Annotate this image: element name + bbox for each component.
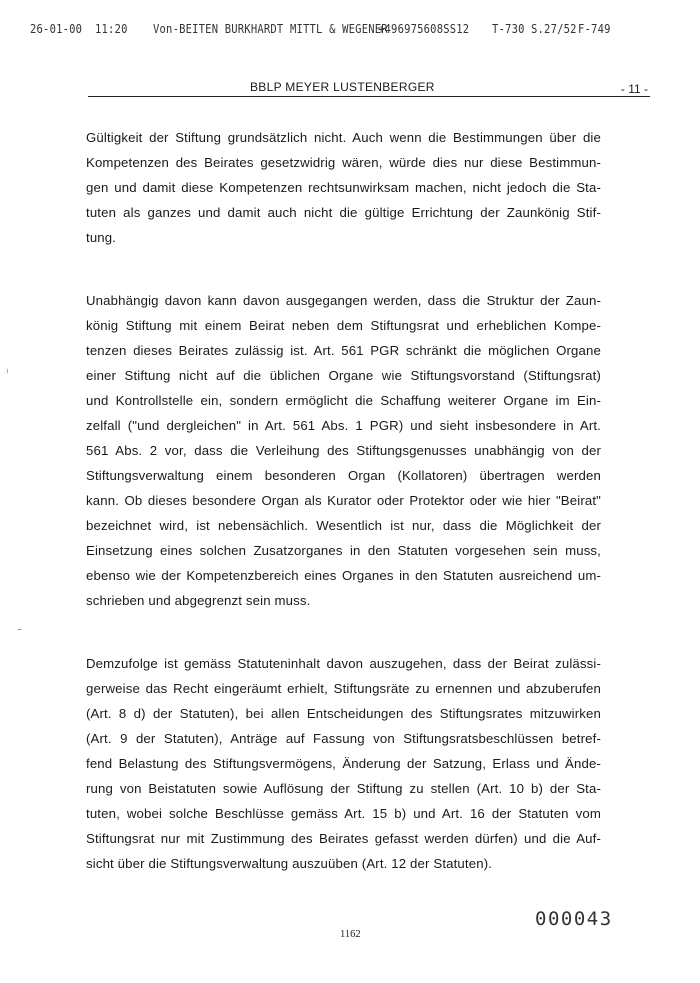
text-line: sicht über die Stiftungsverwaltung auszuüben (Art. 12 der Statuten). [86, 856, 493, 871]
fax-sender: Von-BEITEN BURKHARDT MITTL & WEGENER [153, 22, 388, 37]
fax-time: 11:20 [95, 22, 128, 37]
text-line: einer Stiftung nicht auf die üblichen Organe wie Stiftungsvorstand (Stiftungsrat) [86, 368, 601, 383]
text-line: fend Belastung des Stiftungsvermögens, Änderung der Satzung, Erlass und Ände- [86, 756, 601, 771]
paragraph [86, 651, 601, 876]
text-line: Stiftungsrat nur mit Zustimmung des Beirates gefasst werden dürfen) und die Auf- [86, 831, 601, 846]
text-line: Kompetenzen des Beirates gesetzwidrig wären, würde dies nur diese Bestimmun- [86, 155, 601, 170]
page-stamp: 000043 [535, 908, 613, 930]
text-line: 561 Abs. 2 vor, dass die Verleihung des Stiftungsgenusses unabhängig von der [86, 443, 601, 458]
text-line: tuten, wobei solche Beschlüsse gemäss Art. 15 b) und Art. 16 der Statuten vom [86, 806, 601, 821]
paragraph [86, 125, 601, 250]
text-line: rung von Beistatuten sowie Auflösung der Stiftung zu stellen (Art. 10 b) der Sta- [86, 781, 601, 796]
text-line: schrieben und abgegrenzt sein muss. [86, 593, 311, 608]
text-line: Einsetzung eines solchen Zusatzorganes in den Statuten vorgesehen sein muss, [86, 543, 601, 558]
text-line: Demzufolge ist gemäss Statuteninhalt davon auszugehen, dass der Beirat zulässi- [86, 656, 601, 671]
text-line: Unabhängig davon kann davon ausgegangen werden, dass die Struktur der Zaun- [86, 293, 601, 308]
text-line: tenzen dieses Beirates zulässig ist. Art. 561 PGR schränkt die möglichen Organe [86, 343, 601, 358]
text-line: kann. Ob dieses besondere Organ als Kurator oder Protektor oder wie hier "Beirat" [86, 493, 601, 508]
text-line: und Kontrollstelle ein, sondern ermöglicht die Schaffung weiterer Organe im Ein- [86, 393, 601, 408]
firm-name: BBLP MEYER LUSTENBERGER [250, 80, 435, 94]
text-line: tung. [86, 230, 117, 245]
footer-number: 1162 [340, 929, 361, 940]
text-line: Gültigkeit der Stiftung grundsätzlich nicht. Auch wenn die Bestimmungen über die [86, 130, 601, 145]
fax-phone: +496975608SS12 [378, 22, 470, 37]
margin-mark: ˜ [18, 628, 22, 639]
text-line: (Art. 9 der Statuten), Anträge auf Fassung von Stiftungsratsbeschlüssen betref- [86, 731, 601, 746]
text-line: bezeichnet wird, ist nebensächlich. Wesentlich ist nur, dass die Möglichkeit der [86, 518, 601, 533]
fax-ref: T-730 [492, 22, 525, 37]
text-line: ebenso wie der Kompetenzbereich eines Organes in den Statuten ausreichend um- [86, 568, 601, 583]
text-line: gen und damit diese Kompetenzen rechtsunwirksam machen, nicht jedoch die Sta- [86, 180, 601, 195]
fax-page: S.27/52 [531, 22, 577, 37]
text-line: könig Stiftung mit einem Beirat neben dem Stiftungsrat und erheblichen Kompe- [86, 318, 601, 333]
header-rule [88, 96, 650, 97]
text-line: (Art. 8 d) der Statuten), bei allen Entscheidungen des Stiftungsrates mitzuwirken [86, 706, 601, 721]
page-header [88, 80, 650, 100]
fax-date: 26-01-00 [30, 22, 83, 37]
fax-code: F-749 [578, 22, 611, 37]
margin-mark: ⁾ [6, 368, 9, 379]
page-number: - 11 - [620, 82, 648, 96]
text-line: tuten als ganzes und damit auch nicht die gültige Errichtung der Zaunkönig Stif- [86, 205, 601, 220]
text-line: Stiftungsverwaltung einem besonderen Organ (Kollatoren) übertragen werden [86, 468, 601, 483]
text-line: gerweise das Recht eingeräumt erhielt, Stiftungsräte zu ernennen und abzuberufen [86, 681, 601, 696]
text-line: zelfall ("und dergleichen" in Art. 561 Abs. 1 PGR) und sieht insbesondere in Art. [86, 418, 601, 433]
paragraph [86, 288, 601, 613]
fax-transmission-header [0, 23, 700, 41]
document-body [86, 125, 601, 914]
